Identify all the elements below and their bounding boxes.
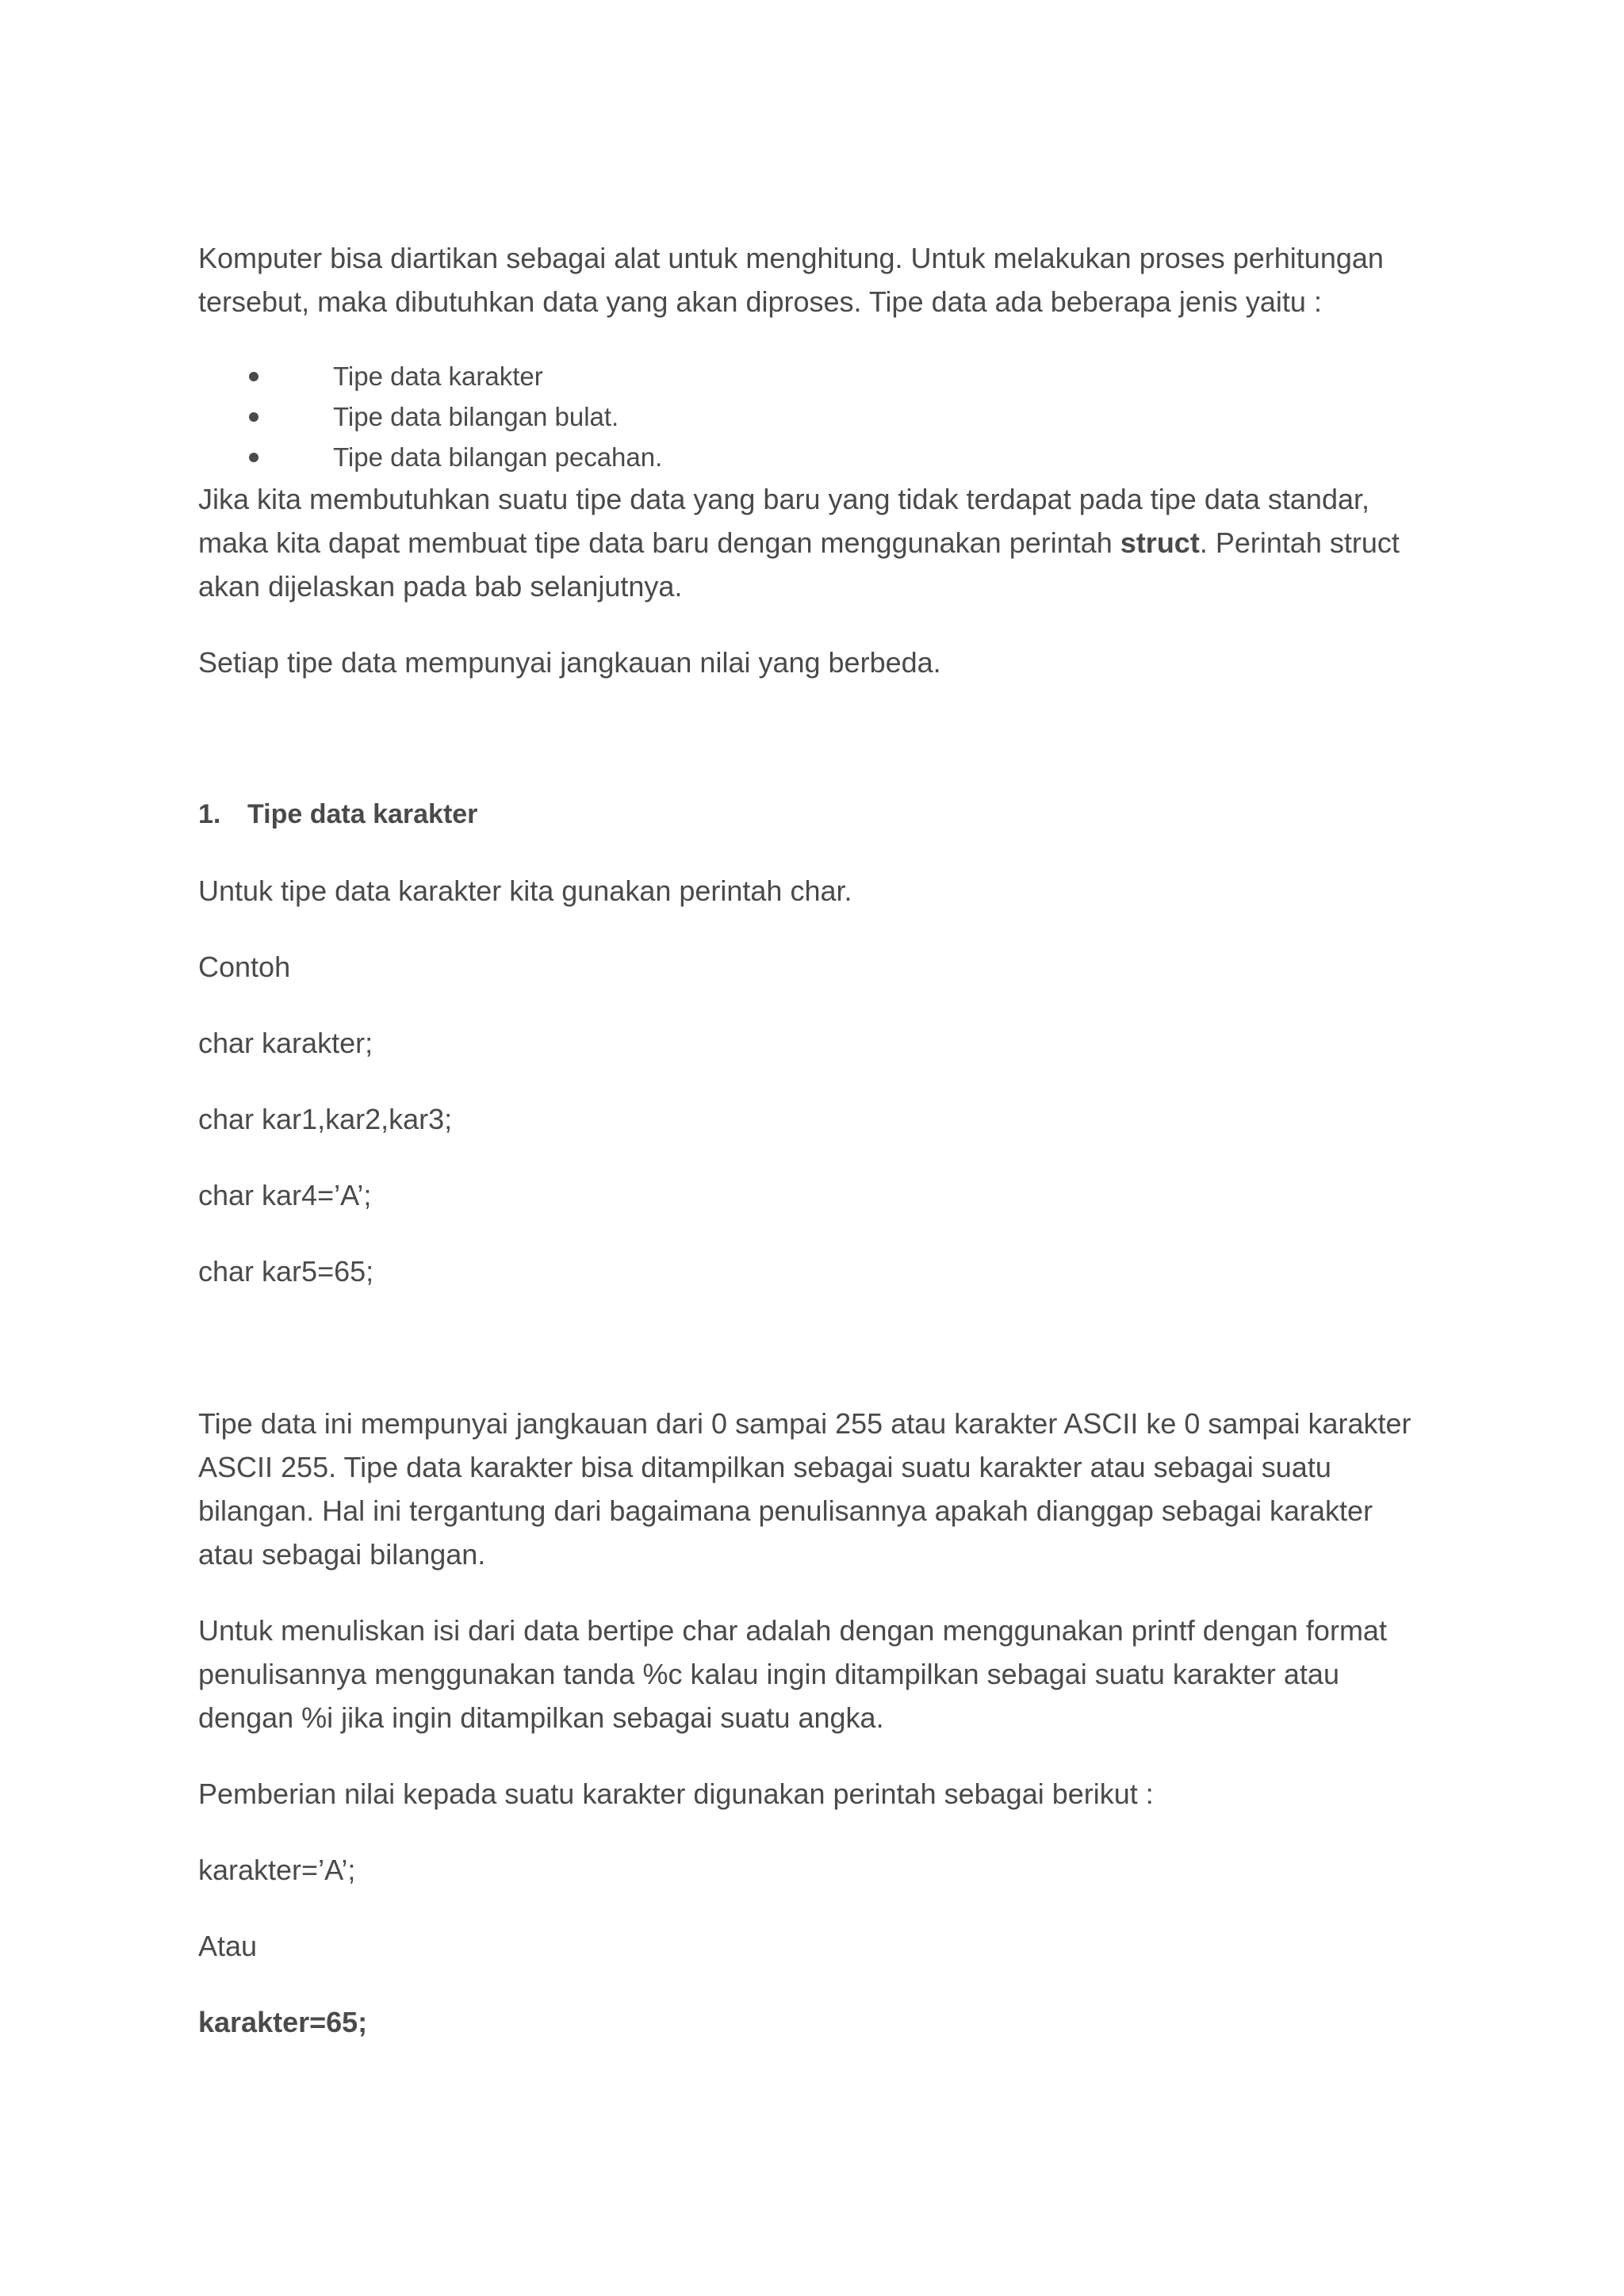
range-line-2: ASCII 255. Tipe data karakter bisa ditampilkan sebagai suatu karakter atau sebagai suatu bbox=[198, 1451, 1331, 1483]
printf-line-3: dengan %i jika ingin ditampilkan sebagai suatu angka. bbox=[198, 1701, 884, 1734]
spacer bbox=[198, 717, 1435, 793]
data-type-list bbox=[198, 356, 1435, 477]
example-line: char kar4=’A’; bbox=[198, 1179, 372, 1211]
range-description bbox=[198, 1402, 1435, 1576]
struct-paragraph bbox=[198, 477, 1435, 608]
example-label: Contoh bbox=[198, 951, 291, 983]
bullet-icon bbox=[249, 372, 259, 381]
example-line: char kar1,kar2,kar3; bbox=[198, 1103, 453, 1135]
assign-example: karakter=’A’; bbox=[198, 1854, 356, 1886]
or-label: Atau bbox=[198, 1930, 258, 1962]
example-line: char karakter; bbox=[198, 1027, 373, 1059]
bullet-icon bbox=[249, 453, 259, 462]
intro-line-1: Komputer bisa diartikan sebagai alat untuk menghitung. Untuk melakukan proses perhitungan bbox=[198, 242, 1384, 274]
list-item: Tipe data bilangan bulat. bbox=[198, 396, 1435, 437]
struct-line-3: akan dijelaskan pada bab selanjutnya. bbox=[198, 570, 683, 603]
section-title: Tipe data karakter bbox=[247, 799, 478, 829]
assign-example-bold: karakter=65; bbox=[198, 2006, 368, 2038]
char-intro: Untuk tipe data karakter kita gunakan perintah char. bbox=[198, 874, 852, 907]
struct-keyword: struct bbox=[1120, 526, 1200, 559]
range-paragraph: Setiap tipe data mempunyai jangkauan nilai yang berbeda. bbox=[198, 646, 941, 679]
list-item: Tipe data karakter bbox=[198, 356, 1435, 396]
list-item: Tipe data bilangan pecahan. bbox=[198, 437, 1435, 477]
section-number: 1. bbox=[198, 799, 221, 829]
intro-paragraph bbox=[198, 236, 1435, 323]
struct-line-2-after: . Perintah struct bbox=[1199, 526, 1400, 559]
printf-line-2: penulisannya menggunakan tanda %c kalau ingin ditampilkan sebagai suatu karakter atau bbox=[198, 1658, 1339, 1690]
bullet-icon bbox=[249, 412, 259, 422]
assign-intro: Pemberian nilai kepada suatu karakter digunakan perintah sebagai berikut : bbox=[198, 1777, 1154, 1810]
section-heading bbox=[198, 793, 1435, 836]
intro-line-2: tersebut, maka dibutuhkan data yang akan diproses. Tipe data ada beberapa jenis yaitu : bbox=[198, 285, 1322, 318]
spacer bbox=[198, 1326, 1435, 1402]
printf-paragraph bbox=[198, 1609, 1435, 1739]
struct-line-2-before: maka kita dapat membuat tipe data baru dengan menggunakan perintah bbox=[198, 526, 1120, 559]
document-page bbox=[198, 236, 1435, 2076]
range-line-4: atau sebagai bilangan. bbox=[198, 1538, 486, 1571]
struct-line-1: Jika kita membutuhkan suatu tipe data yang baru yang tidak terdapat pada tipe data standar, bbox=[198, 483, 1369, 515]
range-line-1: Tipe data ini mempunyai jangkauan dari 0 sampai 255 atau karakter ASCII ke 0 sampai karakter bbox=[198, 1407, 1411, 1440]
example-line: char kar5=65; bbox=[198, 1255, 374, 1288]
range-line-3: bilangan. Hal ini tergantung dari bagaimana penulisannya apakah dianggap sebagai karakter bbox=[198, 1494, 1373, 1527]
printf-line-1: Untuk menuliskan isi dari data bertipe char adalah dengan menggunakan printf dengan format bbox=[198, 1614, 1387, 1647]
